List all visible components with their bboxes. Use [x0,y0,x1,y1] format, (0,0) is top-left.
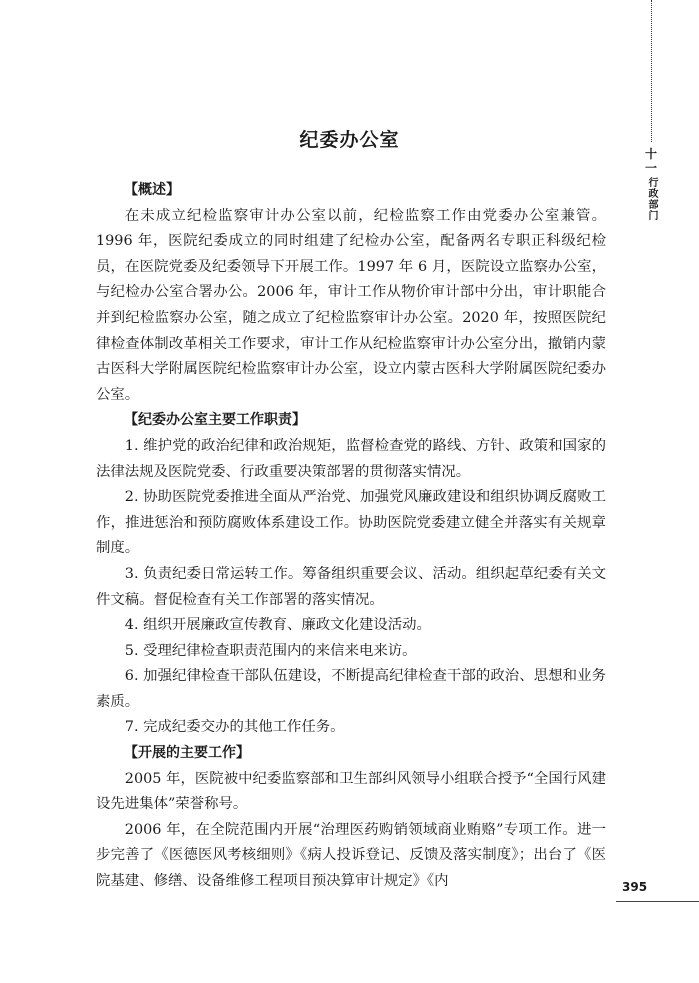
section-heading: 【概述】 [124,182,180,198]
chapter-number: 十一 [644,147,657,175]
paragraph: 5. 受理纪律检查职责范围内的来信来电来访。 [124,642,417,659]
paragraph: 2005 年，医院被中纪委监察部和卫生部纠风领导小组联合授予“全国行风建设先进集体”荣誉称号。 [96,770,606,813]
margin-dotted-line [651,0,652,142]
paragraph: 4. 组织开展廉政宣传教育、廉政文化建设活动。 [124,617,431,634]
paragraph: 7. 完成纪委交办的其他工作任务。 [124,719,345,736]
paragraph: 2. 协助医院党委推进全面从严治党、加强党风廉政建设和组织协调反腐败工作，推进惩治和预防腐败体系建设工作。协助医院党委建立健全并落实有关规章制度。 [96,489,606,557]
chapter-section-label: 行政部门 [646,177,657,221]
page-body [96,178,606,895]
paragraph: 6. 加强纪律检查干部队伍建设，不断提高纪律检查干部的政治、思想和业务素质。 [96,668,606,710]
footer-rule [616,901,699,902]
paragraph: 在未成立纪检监察审计办公室以前，纪检监察工作由党委办公室兼管。1996 年，医院纪委成立的同时组建了纪检办公室，配备两名专职正科级纪检员，在医院党委及纪委领导下开展工作。1997 年 6 月，医院设立监察办公室，与纪检办公室合署办公。2006 年，审计工作从物价审计部中分出，审计职能合并到纪检监察办公室，随之成立了纪检监察审计办公室。2020 年，按照医院纪律检查体制改革相关工作要求，审计工作从纪检监察审计办公室分出，撤销内蒙古医科大学附属医院纪检监察审计办公室，设立内蒙古医科大学附属医院纪委办公室。 [96,207,606,403]
paragraph: 3. 负责纪委日常运转工作。筹备组织重要会议、活动。组织起草纪委有关文件文稿。督促检查有关工作部署的落实情况。 [96,565,606,608]
page-title: 纪委办公室 [299,129,400,151]
section-heading: 【开展的主要工作】 [124,745,250,762]
paragraph: 2006 年，在全院范围内开展“治理医药购销领域商业贿赂”专项工作。进一步完善了《医德医风考核细则》《病人投诉登记、反馈及落实制度》；出台了《医院基建、修缮、设备维修工程项目预决算审计规定》《内 [96,821,606,890]
section-heading: 【纪委办公室主要工作职责】 [124,412,306,429]
page-number: 395 [622,880,648,894]
paragraph: 1. 维护党的政治纪律和政治规矩，监督检查党的路线、方针、政策和国家的法律法规及医院党委、行政重要决策部署的贯彻落实情况。 [96,437,606,480]
